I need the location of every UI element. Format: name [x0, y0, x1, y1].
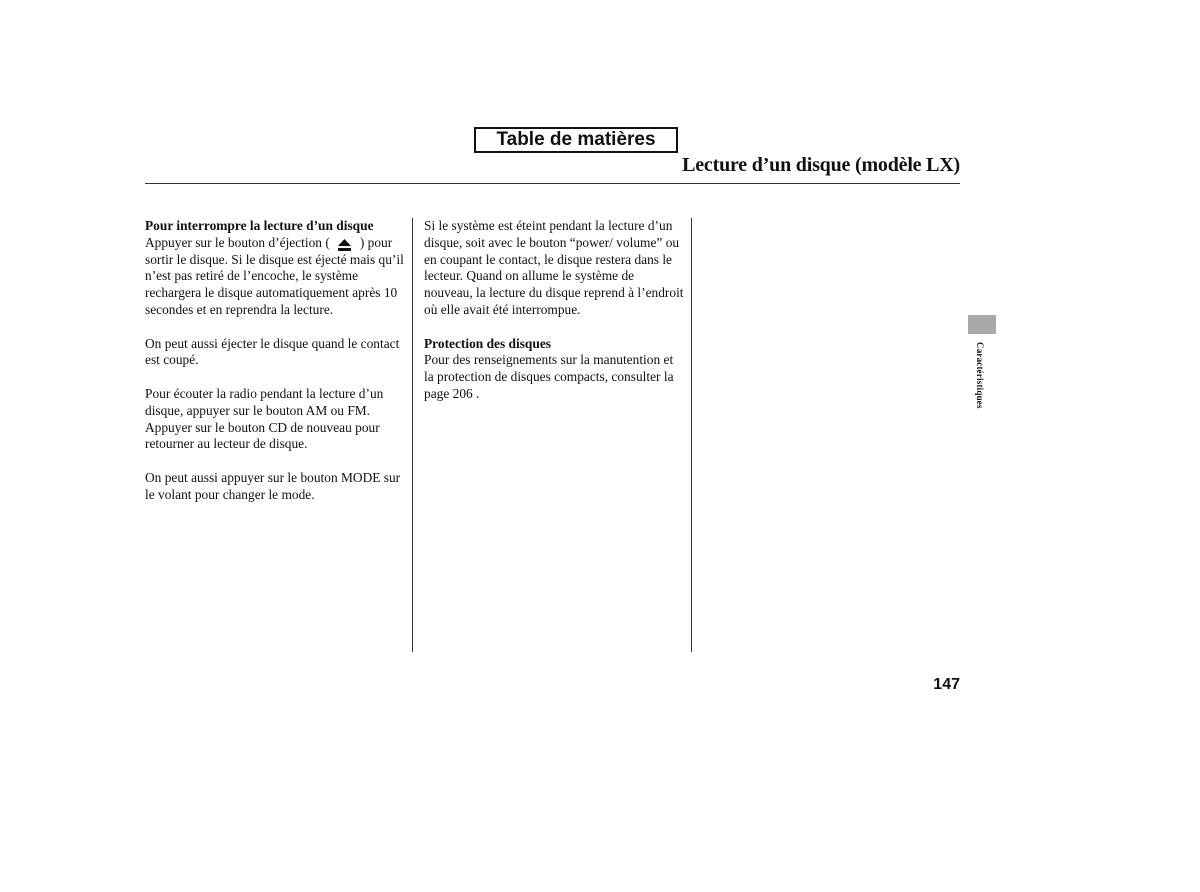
- table-of-contents-button[interactable]: Table de matières: [474, 127, 678, 153]
- eject-icon: [330, 236, 360, 253]
- eject-instruction-close: ): [359, 234, 365, 250]
- paragraph-eject-ignition-off: On peut aussi éjecter le disque quand le contact est coupé.: [145, 335, 400, 368]
- section-heading-stop-disc: Pour interrompre la lecture d’un disque: [145, 218, 374, 233]
- left-column: [145, 218, 407, 520]
- paragraph-power-off: Si le système est éteint pendant la lecture d’un disque, soit avec le bouton “power/ volume” ou en coupant le contact, le disque restera dans le lecteur. Quand on allume le système de nouveau, la lecture du disque reprend à l’endroit où elle avait été interrompue.: [424, 218, 684, 317]
- section-tab-marker[interactable]: [968, 315, 996, 334]
- disc-protection-text: Pour des renseignements sur la manutention et la protection de disques compacts, consulter la page 206 .: [424, 352, 674, 401]
- title-divider: [145, 183, 960, 184]
- eject-instruction-rest: pour sortir le disque. Si le disque est éjecté mais qu’il n’est pas retiré de l’encoche, le système rechargera le disque automatiquement après 10 secondes et en reprendra la lecture.: [145, 234, 404, 317]
- paragraph-mode-button: On peut aussi appuyer sur le bouton MODE sur le volant pour changer le mode.: [145, 469, 401, 502]
- eject-instruction-text: Appuyer sur le bouton d’éjection (: [145, 234, 330, 250]
- section-heading-disc-protection: Protection des disques: [424, 335, 551, 351]
- middle-column: [424, 218, 686, 420]
- column-divider-2: [691, 218, 692, 652]
- paragraph-radio-during-disc: Pour écouter la radio pendant la lecture d’un disque, appuyer sur le bouton AM ou FM. Appuyer sur le bouton CD de nouveau pour retourner au lecteur de disque.: [145, 385, 384, 452]
- section-disc-protection: [424, 336, 686, 403]
- section-tab-label: Caractéristiques: [975, 342, 985, 409]
- column-divider-1: [412, 218, 413, 652]
- section-disc-stop: [145, 218, 407, 319]
- page-number: 147: [933, 676, 960, 693]
- page-title: Lecture d’un disque (modèle LX): [682, 154, 960, 176]
